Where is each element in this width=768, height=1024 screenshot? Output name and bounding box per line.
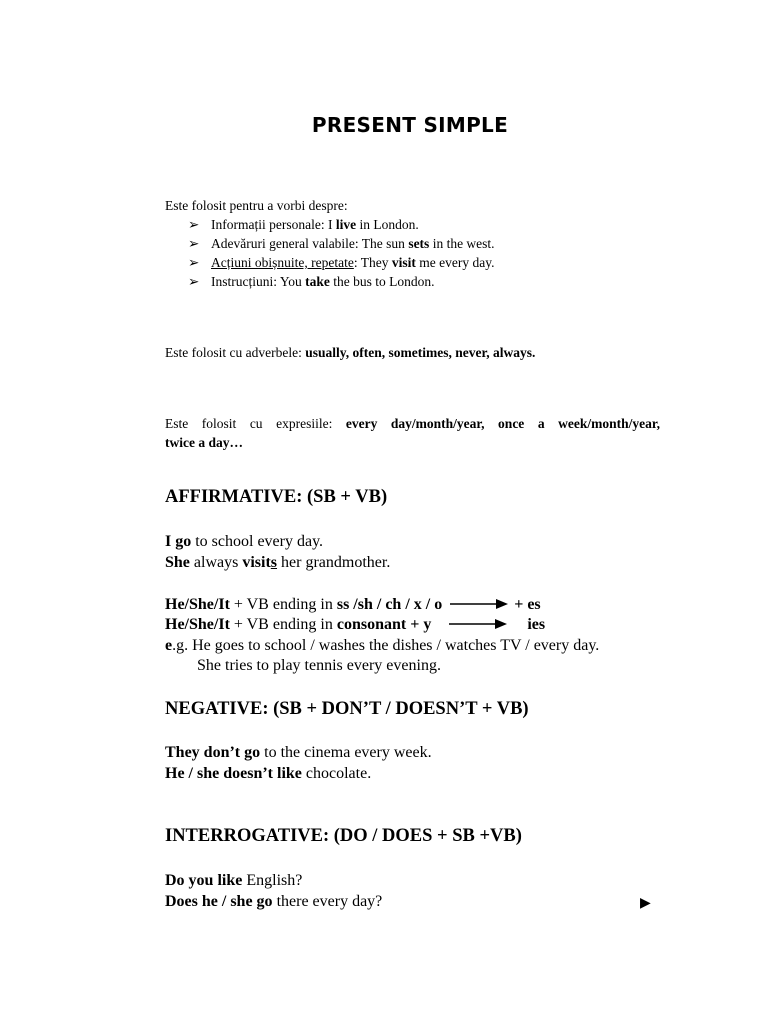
bullet-arrow-icon: ➢: [188, 217, 200, 232]
list-item: ➢ Adevăruri general valabile: The sun sets in the west.: [188, 234, 495, 254]
example-line-2: She tries to play tennis every evening.: [197, 657, 441, 674]
expressions-line-2: twice a day…: [165, 435, 243, 450]
interrogative-example-1: Do you like English?: [165, 872, 303, 889]
bullet-arrow-icon: ➢: [188, 236, 200, 251]
example-line-1: e.g. He goes to school / washes the dishes / watches TV / every day.: [165, 637, 600, 654]
negative-example-2: He / she doesn’t like chocolate.: [165, 765, 372, 782]
list-item: ➢ Acțiuni obișnuite, repetate: They visit me every day.: [188, 253, 494, 273]
uses-intro: Este folosit pentru a vorbi despre:: [165, 198, 348, 213]
interrogative-example-2: Does he / she go there every day?: [165, 893, 383, 910]
affirmative-heading: AFFIRMATIVE: (SB + VB): [165, 487, 388, 507]
page-title: PRESENT SIMPLE: [311, 113, 509, 137]
right-arrow-icon: [449, 618, 509, 630]
list-item: ➢ Informații personale: I live in London.: [188, 215, 419, 235]
bullet-arrow-icon: ➢: [188, 255, 200, 270]
adverbs-line: Este folosit cu adverbele: usually, often, sometimes, never, always.: [165, 345, 536, 360]
affirmative-example-1: I go to school every day.: [165, 533, 324, 550]
affirmative-example-2: She always visits her grandmother.: [165, 554, 391, 571]
expressions-line: Este folosit cu expresiile: every day/month/year, once a week/month/year,: [165, 416, 660, 431]
negative-heading: NEGATIVE: (SB + DON’T / DOESN’T + VB): [165, 699, 529, 719]
interrogative-heading: INTERROGATIVE: (DO / DOES + SB +VB): [165, 826, 522, 846]
negative-example-1: They don’t go to the cinema every week.: [165, 744, 432, 761]
pointer-icon: ▶: [640, 895, 651, 911]
rule-line-1: He/She/It + VB ending in ss /sh / ch / x / o + es: [165, 596, 541, 613]
bullet-arrow-icon: ➢: [188, 274, 200, 289]
rule-line-2: He/She/It + VB ending in consonant + y ies: [165, 616, 546, 633]
right-arrow-icon: [450, 598, 510, 610]
list-item: ➢ Instrucțiuni: You take the bus to London.: [188, 272, 435, 292]
